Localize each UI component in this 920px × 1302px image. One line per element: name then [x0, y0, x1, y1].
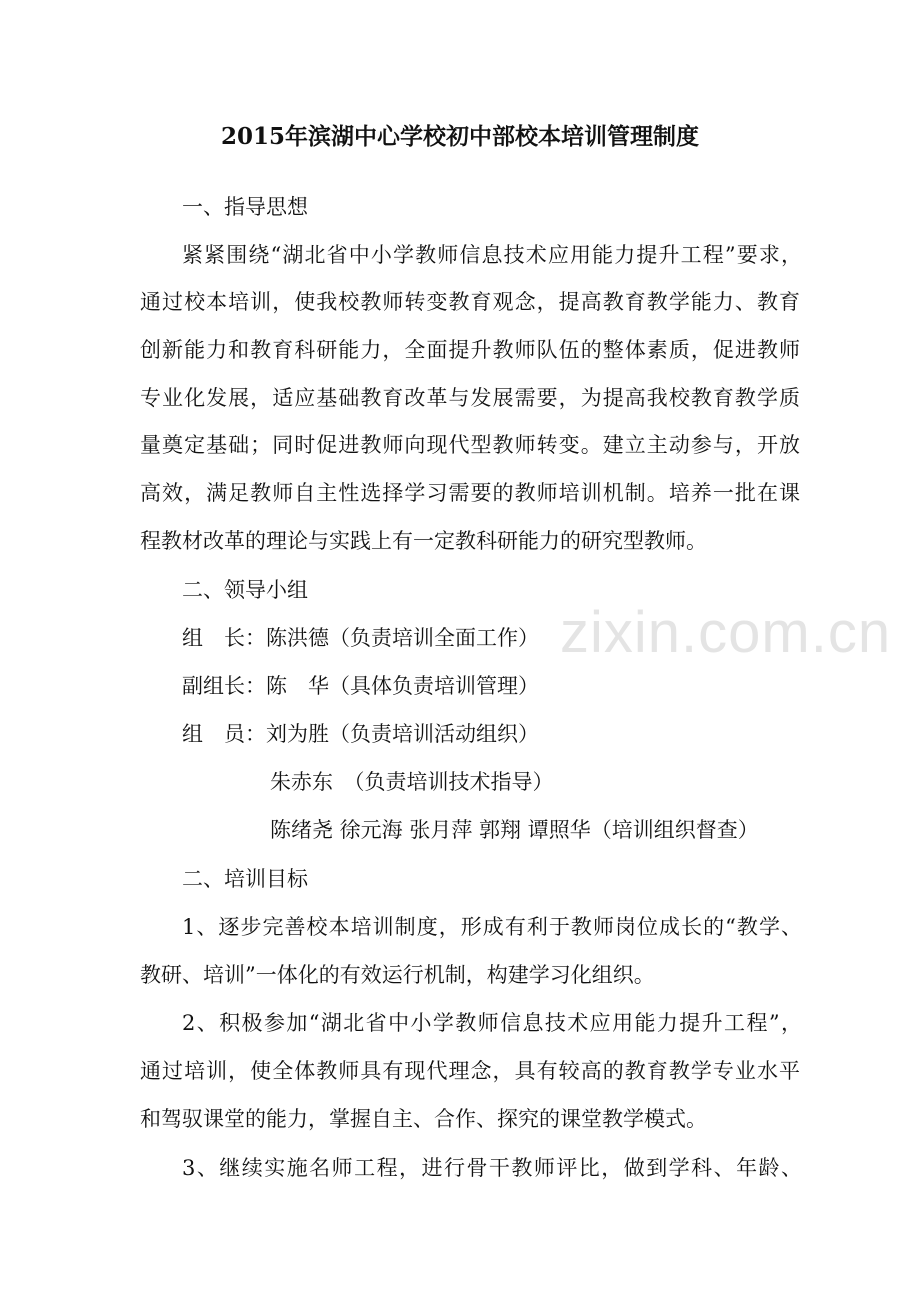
paragraph-line: 专业化发展，适应基础教育改革与发展需要，为提高我校教育教学质 [140, 386, 800, 410]
paragraph-line: 1、逐步完善校本培训制度，形成有利于教师岗位成长的“教学、 [182, 915, 802, 939]
group-member-line: 组 员：刘为胜（负责培训活动组织） [182, 722, 539, 746]
paragraph-line: 通过校本培训，使我校教师转变教育观念，提高教育教学能力、教育 [140, 290, 800, 314]
group-member-line: 陈绪尧 徐元海 张月萍 郭翔 谭照华（培训组织督查） [270, 818, 759, 842]
paragraph-line: 创新能力和教育科研能力，全面提升教师队伍的整体素质，促进教师 [140, 338, 800, 362]
paragraph-line: 程教材改革的理论与实践上有一定教科研能力的研究型教师。 [140, 529, 707, 553]
paragraph-line: 教研、培训”一体化的有效运行机制，构建学习化组织。 [140, 963, 655, 987]
paragraph-line: 高效，满足教师自主性选择学习需要的教师培训机制。培养一批在课 [140, 481, 800, 505]
section-heading-training-goals: 二、培训目标 [182, 867, 308, 891]
page-title: 2015年滨湖中心学校初中部校本培训管理制度 [220, 123, 699, 150]
paragraph-line: 通过培训，使全体教师具有现代理念，具有较高的教育教学专业水平 [140, 1059, 800, 1083]
paragraph-line: 量奠定基础；同时促进教师向现代型教师转变。建立主动参与，开放 [140, 433, 800, 457]
section-heading-leadership-group: 二、领导小组 [182, 578, 308, 602]
paragraph-line: 3、继续实施名师工程，进行骨干教师评比，做到学科、年龄、 [182, 1156, 802, 1180]
paragraph-line: 紧紧围绕“湖北省中小学教师信息技术应用能力提升工程”要求， [182, 243, 802, 267]
paragraph-line: 和驾驭课堂的能力，掌握自主、合作、探究的课堂教学模式。 [140, 1107, 707, 1131]
group-member-line: 朱赤东 （负责培训技术指导） [270, 770, 554, 794]
paragraph-line: 2、积极参加“湖北省中小学教师信息技术应用能力提升工程”， [182, 1011, 802, 1035]
deputy-leader-line: 副组长：陈 华（具体负责培训管理） [182, 674, 539, 698]
group-leader-line: 组 长：陈洪德（负责培训全面工作） [182, 626, 539, 650]
section-heading-guiding-ideology: 一、指导思想 [182, 195, 308, 219]
watermark: zixin.com.cn [560, 600, 892, 665]
